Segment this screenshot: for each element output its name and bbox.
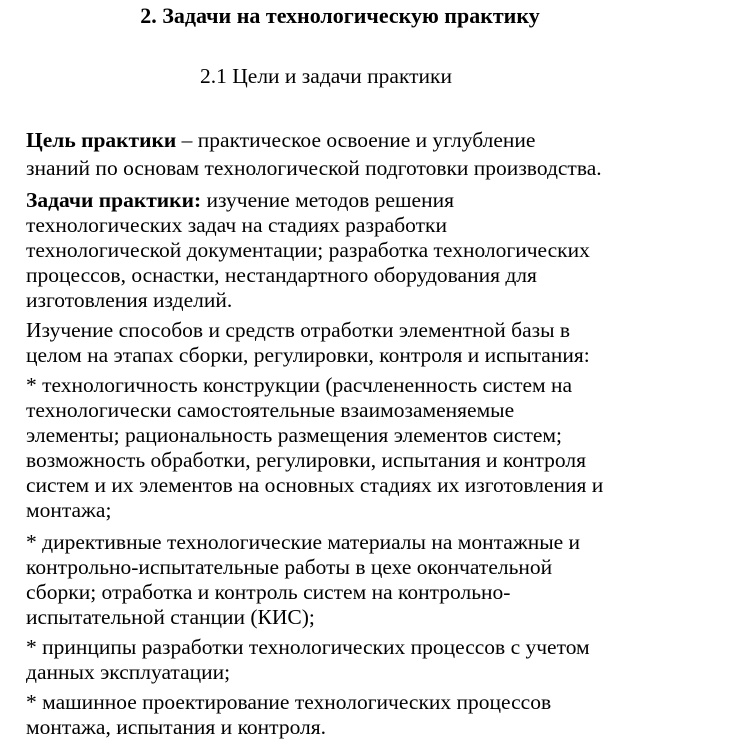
bullet-line: испытательной станции (КИС); [26,605,315,629]
goal-paragraph [26,128,602,181]
bullet-line: * машинное проектирование технологических процессов [26,690,552,714]
bullet-line: сборки; отработка и контроль систем на контрольно- [26,580,511,604]
section-title: 2. Задачи на технологическую практику [140,3,540,28]
bullet-item [26,690,551,740]
goal-text: знаний по основам технологической подготовки производства. [26,156,602,180]
tasks-line: технологической документации; разработка технологических [26,238,590,262]
tasks-line: изготовления изделий. [26,288,233,312]
bullet-line: данных эксплуатации; [26,660,231,684]
bullet-line: * принципы разработки технологических процессов с учетом [26,635,590,659]
study-line: целом на этапах сборки, регулировки, контроля и испытания: [26,343,590,367]
study-line: Изучение способов и средств отработки элементной базы в [26,318,571,342]
subsection-title: 2.1 Цели и задачи практики [200,64,452,88]
tasks-paragraph [26,188,590,313]
tasks-line: технологических задач на стадиях разработки [26,213,447,237]
tasks-text: изучение методов решения [201,188,454,212]
bullet-line: контрольно-испытательные работы в цехе окончательной [26,555,553,579]
bullet-line: технологически самостоятельные взаимозаменяемые [26,398,515,422]
tasks-label: Задачи практики: [26,188,202,212]
bullet-line: возможность обработки, регулировки, испытания и контроля [26,448,586,472]
bullet-line: монтажа, испытания и контроля. [26,715,327,739]
bullet-line: систем и их элементов на основных стадиях их изготовления и [26,473,604,497]
goal-text: – практическое освоение и углубление [176,128,536,152]
bullet-item [26,635,590,685]
bullet-line: * технологичность конструкции (расчлененность систем на [26,373,573,397]
bullet-item [26,530,580,630]
bullet-line: элементы; рациональность размещения элементов систем; [26,423,562,447]
study-paragraph [26,318,590,368]
bullet-item [26,373,603,523]
bullet-line: * директивные технологические материалы на монтажные и [26,530,581,554]
tasks-line: процессов, оснастки, нестандартного оборудования для [26,263,537,287]
goal-label: Цель практики [26,128,177,152]
bullet-line: монтажа; [26,498,112,522]
